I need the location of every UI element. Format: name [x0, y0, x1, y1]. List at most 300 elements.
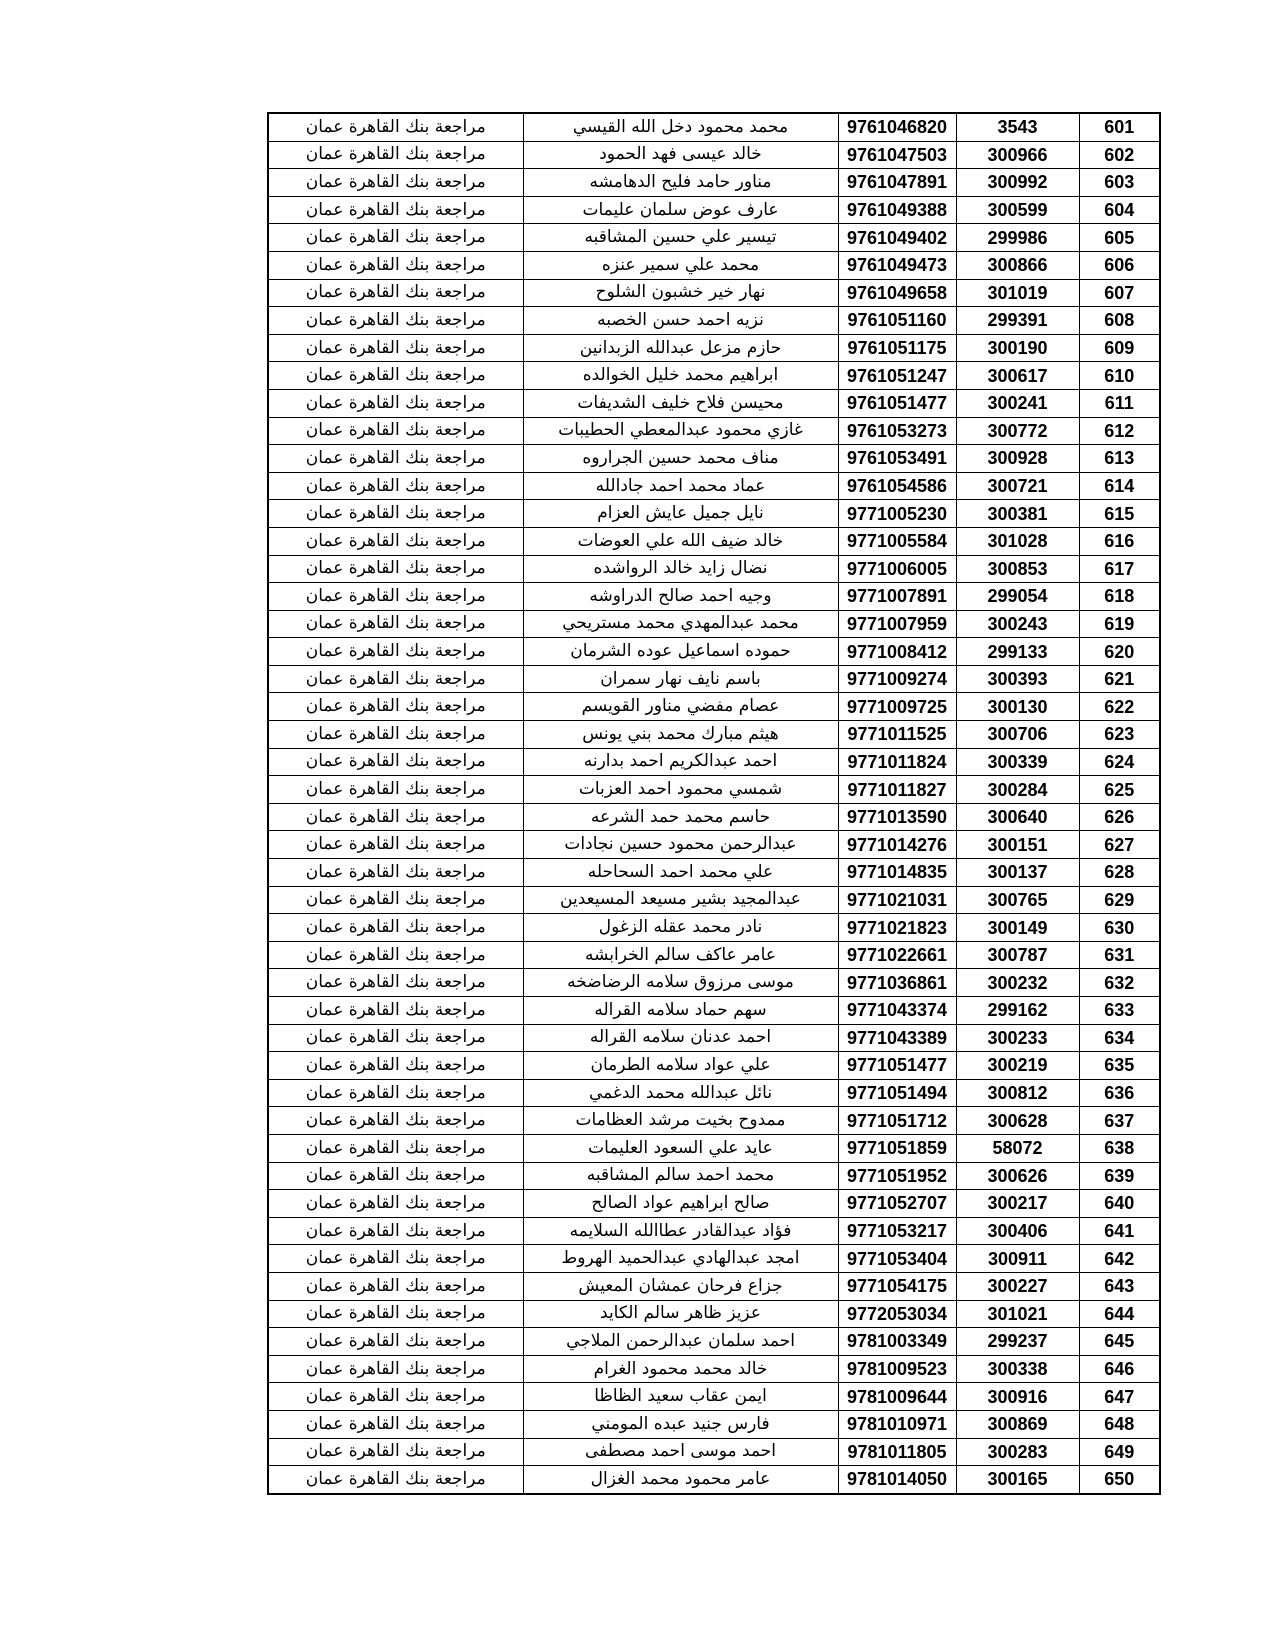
reference-number-cell: 300787 [956, 941, 1079, 969]
review-note-cell: مراجعة بنك القاهرة عمان [268, 1079, 523, 1107]
table-row [268, 1328, 1160, 1356]
table-row [268, 555, 1160, 583]
national-id-cell: 9771052707 [838, 1190, 956, 1218]
review-note-cell: مراجعة بنك القاهرة عمان [268, 1245, 523, 1273]
review-note-cell: مراجعة بنك القاهرة عمان [268, 886, 523, 914]
sequence-number-cell: 627 [1079, 831, 1160, 859]
sequence-number-cell: 613 [1079, 445, 1160, 473]
reference-number-cell: 300617 [956, 362, 1079, 390]
national-id-cell: 9771014276 [838, 831, 956, 859]
reference-number-cell: 300130 [956, 693, 1079, 721]
table-row [268, 610, 1160, 638]
review-note-cell: مراجعة بنك القاهرة عمان [268, 665, 523, 693]
review-note-cell: مراجعة بنك القاهرة عمان [268, 748, 523, 776]
full-name-cell: ايمن عقاب سعيد الظاظا [523, 1383, 838, 1411]
national-id-cell: 9771054175 [838, 1272, 956, 1300]
review-note-cell: مراجعة بنك القاهرة عمان [268, 307, 523, 335]
sequence-number-cell: 622 [1079, 693, 1160, 721]
sequence-number-cell: 606 [1079, 251, 1160, 279]
full-name-cell: احمد سلمان عبدالرحمن الملاجي [523, 1328, 838, 1356]
table-row [268, 583, 1160, 611]
sequence-number-cell: 634 [1079, 1024, 1160, 1052]
sequence-number-cell: 618 [1079, 583, 1160, 611]
full-name-cell: فارس جنيد عبده المومني [523, 1410, 838, 1438]
sequence-number-cell: 628 [1079, 859, 1160, 887]
review-note-cell: مراجعة بنك القاهرة عمان [268, 638, 523, 666]
national-id-cell: 9771051477 [838, 1052, 956, 1080]
sequence-number-cell: 636 [1079, 1079, 1160, 1107]
review-note-cell: مراجعة بنك القاهرة عمان [268, 1355, 523, 1383]
reference-number-cell: 300149 [956, 914, 1079, 942]
sequence-number-cell: 630 [1079, 914, 1160, 942]
full-name-cell: عصام مفضي مناور القويسم [523, 693, 838, 721]
full-name-cell: محمد محمود دخل الله القيسي [523, 113, 838, 141]
table-row [268, 665, 1160, 693]
full-name-cell: نائل عبدالله محمد الدغمي [523, 1079, 838, 1107]
review-note-cell: مراجعة بنك القاهرة عمان [268, 1107, 523, 1135]
table-row [268, 472, 1160, 500]
national-id-cell: 9781014050 [838, 1466, 956, 1494]
table-row [268, 1134, 1160, 1162]
sequence-number-cell: 633 [1079, 997, 1160, 1025]
review-note-cell: مراجعة بنك القاهرة عمان [268, 1438, 523, 1466]
reference-number-cell: 300928 [956, 445, 1079, 473]
national-id-cell: 9771043374 [838, 997, 956, 1025]
review-note-cell: مراجعة بنك القاهرة عمان [268, 941, 523, 969]
review-note-cell: مراجعة بنك القاهرة عمان [268, 224, 523, 252]
reference-number-cell: 300284 [956, 776, 1079, 804]
table-row [268, 417, 1160, 445]
review-note-cell: مراجعة بنك القاهرة عمان [268, 721, 523, 749]
national-id-cell: 9781009523 [838, 1355, 956, 1383]
full-name-cell: عبدالمجيد بشير مسيعد المسيعدين [523, 886, 838, 914]
full-name-cell: امجد عبدالهادي عبدالحميد الهروط [523, 1245, 838, 1273]
reference-number-cell: 300772 [956, 417, 1079, 445]
full-name-cell: ممدوح بخيت مرشد العظامات [523, 1107, 838, 1135]
national-id-cell: 9771011824 [838, 748, 956, 776]
sequence-number-cell: 612 [1079, 417, 1160, 445]
reference-number-cell: 300966 [956, 141, 1079, 169]
national-id-cell: 9771022661 [838, 941, 956, 969]
reference-number-cell: 299054 [956, 583, 1079, 611]
table-row [268, 1410, 1160, 1438]
sequence-number-cell: 621 [1079, 665, 1160, 693]
national-id-cell: 9781010971 [838, 1410, 956, 1438]
reference-number-cell: 300721 [956, 472, 1079, 500]
sequence-number-cell: 631 [1079, 941, 1160, 969]
reference-number-cell: 300217 [956, 1190, 1079, 1218]
records-table [267, 112, 1161, 1495]
table-row [268, 941, 1160, 969]
sequence-number-cell: 640 [1079, 1190, 1160, 1218]
national-id-cell: 9761053273 [838, 417, 956, 445]
sequence-number-cell: 624 [1079, 748, 1160, 776]
review-note-cell: مراجعة بنك القاهرة عمان [268, 1024, 523, 1052]
reference-number-cell: 300628 [956, 1107, 1079, 1135]
full-name-cell: غازي محمود عبدالمعطي الحطيبات [523, 417, 838, 445]
table-row [268, 141, 1160, 169]
national-id-cell: 9771021823 [838, 914, 956, 942]
sequence-number-cell: 616 [1079, 527, 1160, 555]
review-note-cell: مراجعة بنك القاهرة عمان [268, 527, 523, 555]
table-row [268, 362, 1160, 390]
national-id-cell: 9771011525 [838, 721, 956, 749]
national-id-cell: 9781003349 [838, 1328, 956, 1356]
review-note-cell: مراجعة بنك القاهرة عمان [268, 610, 523, 638]
sequence-number-cell: 614 [1079, 472, 1160, 500]
review-note-cell: مراجعة بنك القاهرة عمان [268, 113, 523, 141]
full-name-cell: تيسير علي حسين المشاقبه [523, 224, 838, 252]
full-name-cell: محمد علي سمير عنزه [523, 251, 838, 279]
reference-number-cell: 300151 [956, 831, 1079, 859]
review-note-cell: مراجعة بنك القاهرة عمان [268, 831, 523, 859]
full-name-cell: محمد عبدالمهدي محمد مستريحي [523, 610, 838, 638]
full-name-cell: خالد محمد محمود الغرام [523, 1355, 838, 1383]
national-id-cell: 9761047891 [838, 169, 956, 197]
reference-number-cell: 300339 [956, 748, 1079, 776]
reference-number-cell: 300812 [956, 1079, 1079, 1107]
review-note-cell: مراجعة بنك القاهرة عمان [268, 693, 523, 721]
table-row [268, 1052, 1160, 1080]
review-note-cell: مراجعة بنك القاهرة عمان [268, 914, 523, 942]
full-name-cell: عامر محمود محمد الغزال [523, 1466, 838, 1494]
review-note-cell: مراجعة بنك القاهرة عمان [268, 1383, 523, 1411]
sequence-number-cell: 650 [1079, 1466, 1160, 1494]
reference-number-cell: 300706 [956, 721, 1079, 749]
table-row [268, 776, 1160, 804]
sequence-number-cell: 635 [1079, 1052, 1160, 1080]
sequence-number-cell: 644 [1079, 1300, 1160, 1328]
reference-number-cell: 300853 [956, 555, 1079, 583]
reference-number-cell: 300233 [956, 1024, 1079, 1052]
reference-number-cell: 300190 [956, 334, 1079, 362]
table-row [268, 196, 1160, 224]
sequence-number-cell: 626 [1079, 803, 1160, 831]
sequence-number-cell: 604 [1079, 196, 1160, 224]
full-name-cell: خالد عيسى فهد الحمود [523, 141, 838, 169]
table-row [268, 693, 1160, 721]
sequence-number-cell: 637 [1079, 1107, 1160, 1135]
reference-number-cell: 3543 [956, 113, 1079, 141]
national-id-cell: 9771014835 [838, 859, 956, 887]
table-row [268, 169, 1160, 197]
full-name-cell: عماد محمد احمد جادالله [523, 472, 838, 500]
full-name-cell: موسى مرزوق سلامه الرضاضخه [523, 969, 838, 997]
table-row [268, 803, 1160, 831]
sequence-number-cell: 619 [1079, 610, 1160, 638]
review-note-cell: مراجعة بنك القاهرة عمان [268, 169, 523, 197]
reference-number-cell: 300283 [956, 1438, 1079, 1466]
full-name-cell: خالد ضيف الله علي العوضات [523, 527, 838, 555]
reference-number-cell: 301028 [956, 527, 1079, 555]
full-name-cell: حازم مزعل عبدالله الزبدانين [523, 334, 838, 362]
full-name-cell: محيسن فلاح خليف الشديفات [523, 389, 838, 417]
full-name-cell: باسم نايف نهار سمران [523, 665, 838, 693]
full-name-cell: صالح ابراهيم عواد الصالح [523, 1190, 838, 1218]
national-id-cell: 9761047503 [838, 141, 956, 169]
full-name-cell: نضال زايد خالد الرواشده [523, 555, 838, 583]
reference-number-cell: 301019 [956, 279, 1079, 307]
sequence-number-cell: 641 [1079, 1217, 1160, 1245]
full-name-cell: محمد احمد سالم المشاقبه [523, 1162, 838, 1190]
review-note-cell: مراجعة بنك القاهرة عمان [268, 997, 523, 1025]
sequence-number-cell: 638 [1079, 1134, 1160, 1162]
records-table-body [268, 113, 1160, 1494]
reference-number-cell: 300916 [956, 1383, 1079, 1411]
full-name-cell: نزيه احمد حسن الخصبه [523, 307, 838, 335]
national-id-cell: 9761051477 [838, 389, 956, 417]
table-row [268, 224, 1160, 252]
reference-number-cell: 300243 [956, 610, 1079, 638]
reference-number-cell: 300241 [956, 389, 1079, 417]
table-row [268, 638, 1160, 666]
table-row [268, 527, 1160, 555]
sequence-number-cell: 632 [1079, 969, 1160, 997]
table-row [268, 859, 1160, 887]
table-row [268, 1079, 1160, 1107]
full-name-cell: جزاع فرحان عمشان المعيش [523, 1272, 838, 1300]
full-name-cell: احمد عبدالكريم احمد بدارنه [523, 748, 838, 776]
national-id-cell: 9761051247 [838, 362, 956, 390]
review-note-cell: مراجعة بنك القاهرة عمان [268, 417, 523, 445]
reference-number-cell: 300911 [956, 1245, 1079, 1273]
review-note-cell: مراجعة بنك القاهرة عمان [268, 1300, 523, 1328]
sequence-number-cell: 608 [1079, 307, 1160, 335]
reference-number-cell: 300992 [956, 169, 1079, 197]
reference-number-cell: 300227 [956, 1272, 1079, 1300]
full-name-cell: مناف محمد حسين الجراروه [523, 445, 838, 473]
reference-number-cell: 301021 [956, 1300, 1079, 1328]
review-note-cell: مراجعة بنك القاهرة عمان [268, 472, 523, 500]
reference-number-cell: 299133 [956, 638, 1079, 666]
sequence-number-cell: 642 [1079, 1245, 1160, 1273]
reference-number-cell: 300219 [956, 1052, 1079, 1080]
review-note-cell: مراجعة بنك القاهرة عمان [268, 803, 523, 831]
table-row [268, 969, 1160, 997]
national-id-cell: 9771053217 [838, 1217, 956, 1245]
review-note-cell: مراجعة بنك القاهرة عمان [268, 1052, 523, 1080]
national-id-cell: 9761054586 [838, 472, 956, 500]
national-id-cell: 9771036861 [838, 969, 956, 997]
table-row [268, 914, 1160, 942]
national-id-cell: 9772053034 [838, 1300, 956, 1328]
national-id-cell: 9771005230 [838, 500, 956, 528]
table-row [268, 1438, 1160, 1466]
table-row [268, 279, 1160, 307]
reference-number-cell: 300137 [956, 859, 1079, 887]
review-note-cell: مراجعة بنك القاهرة عمان [268, 362, 523, 390]
reference-number-cell: 299986 [956, 224, 1079, 252]
table-row [268, 1162, 1160, 1190]
national-id-cell: 9761049658 [838, 279, 956, 307]
sequence-number-cell: 647 [1079, 1383, 1160, 1411]
review-note-cell: مراجعة بنك القاهرة عمان [268, 445, 523, 473]
review-note-cell: مراجعة بنك القاهرة عمان [268, 334, 523, 362]
national-id-cell: 9761049402 [838, 224, 956, 252]
national-id-cell: 9781009644 [838, 1383, 956, 1411]
sequence-number-cell: 623 [1079, 721, 1160, 749]
full-name-cell: عزيز ظاهر سالم الكايد [523, 1300, 838, 1328]
reference-number-cell: 300765 [956, 886, 1079, 914]
sequence-number-cell: 611 [1079, 389, 1160, 417]
sequence-number-cell: 649 [1079, 1438, 1160, 1466]
reference-number-cell: 58072 [956, 1134, 1079, 1162]
national-id-cell: 9771051494 [838, 1079, 956, 1107]
table-row [268, 1217, 1160, 1245]
full-name-cell: احمد عدنان سلامه القراله [523, 1024, 838, 1052]
full-name-cell: وجيه احمد صالح الدراوشه [523, 583, 838, 611]
full-name-cell: نادر محمد عقله الزغول [523, 914, 838, 942]
table-row [268, 1300, 1160, 1328]
full-name-cell: نهار خير خشبون الشلوح [523, 279, 838, 307]
national-id-cell: 9771043389 [838, 1024, 956, 1052]
table-row [268, 1466, 1160, 1494]
review-note-cell: مراجعة بنك القاهرة عمان [268, 776, 523, 804]
national-id-cell: 9771005584 [838, 527, 956, 555]
review-note-cell: مراجعة بنك القاهرة عمان [268, 1328, 523, 1356]
review-note-cell: مراجعة بنك القاهرة عمان [268, 859, 523, 887]
review-note-cell: مراجعة بنك القاهرة عمان [268, 1134, 523, 1162]
national-id-cell: 9771008412 [838, 638, 956, 666]
full-name-cell: هيثم مبارك محمد بني يونس [523, 721, 838, 749]
reference-number-cell: 300626 [956, 1162, 1079, 1190]
full-name-cell: فؤاد عبدالقادر عطاالله السلايمه [523, 1217, 838, 1245]
sequence-number-cell: 617 [1079, 555, 1160, 583]
sequence-number-cell: 602 [1079, 141, 1160, 169]
table-row [268, 1024, 1160, 1052]
sequence-number-cell: 607 [1079, 279, 1160, 307]
table-row [268, 748, 1160, 776]
reference-number-cell: 300640 [956, 803, 1079, 831]
national-id-cell: 9761053491 [838, 445, 956, 473]
review-note-cell: مراجعة بنك القاهرة عمان [268, 251, 523, 279]
national-id-cell: 9761049388 [838, 196, 956, 224]
table-row [268, 389, 1160, 417]
full-name-cell: حاسم محمد حمد الشرعه [523, 803, 838, 831]
national-id-cell: 9771007891 [838, 583, 956, 611]
national-id-cell: 9771011827 [838, 776, 956, 804]
table-row [268, 445, 1160, 473]
table-row [268, 113, 1160, 141]
review-note-cell: مراجعة بنك القاهرة عمان [268, 500, 523, 528]
full-name-cell: مناور حامد فليح الدهامشه [523, 169, 838, 197]
sequence-number-cell: 645 [1079, 1328, 1160, 1356]
reference-number-cell: 299391 [956, 307, 1079, 335]
full-name-cell: حموده اسماعيل عوده الشرمان [523, 638, 838, 666]
national-id-cell: 9771007959 [838, 610, 956, 638]
review-note-cell: مراجعة بنك القاهرة عمان [268, 389, 523, 417]
table-row [268, 1383, 1160, 1411]
reference-number-cell: 300869 [956, 1410, 1079, 1438]
sequence-number-cell: 639 [1079, 1162, 1160, 1190]
review-note-cell: مراجعة بنك القاهرة عمان [268, 583, 523, 611]
full-name-cell: سهم حماد سلامه القراله [523, 997, 838, 1025]
table-row [268, 721, 1160, 749]
reference-number-cell: 300599 [956, 196, 1079, 224]
national-id-cell: 9771009274 [838, 665, 956, 693]
sequence-number-cell: 643 [1079, 1272, 1160, 1300]
review-note-cell: مراجعة بنك القاهرة عمان [268, 1190, 523, 1218]
national-id-cell: 9771051859 [838, 1134, 956, 1162]
sequence-number-cell: 605 [1079, 224, 1160, 252]
table-row [268, 251, 1160, 279]
table-row [268, 307, 1160, 335]
table-row [268, 886, 1160, 914]
sequence-number-cell: 625 [1079, 776, 1160, 804]
full-name-cell: ابراهيم محمد خليل الخوالده [523, 362, 838, 390]
reference-number-cell: 300393 [956, 665, 1079, 693]
sequence-number-cell: 615 [1079, 500, 1160, 528]
national-id-cell: 9771009725 [838, 693, 956, 721]
sequence-number-cell: 648 [1079, 1410, 1160, 1438]
review-note-cell: مراجعة بنك القاهرة عمان [268, 196, 523, 224]
sequence-number-cell: 620 [1079, 638, 1160, 666]
table-row [268, 334, 1160, 362]
table-row [268, 997, 1160, 1025]
full-name-cell: عايد علي السعود العليمات [523, 1134, 838, 1162]
review-note-cell: مراجعة بنك القاهرة عمان [268, 969, 523, 997]
review-note-cell: مراجعة بنك القاهرة عمان [268, 1272, 523, 1300]
reference-number-cell: 299162 [956, 997, 1079, 1025]
reference-number-cell: 300338 [956, 1355, 1079, 1383]
table-row [268, 1355, 1160, 1383]
sequence-number-cell: 610 [1079, 362, 1160, 390]
review-note-cell: مراجعة بنك القاهرة عمان [268, 1410, 523, 1438]
review-note-cell: مراجعة بنك القاهرة عمان [268, 1162, 523, 1190]
reference-number-cell: 299237 [956, 1328, 1079, 1356]
review-note-cell: مراجعة بنك القاهرة عمان [268, 1466, 523, 1494]
review-note-cell: مراجعة بنك القاهرة عمان [268, 141, 523, 169]
review-note-cell: مراجعة بنك القاهرة عمان [268, 279, 523, 307]
table-row [268, 500, 1160, 528]
national-id-cell: 9771006005 [838, 555, 956, 583]
full-name-cell: علي محمد احمد السحاحله [523, 859, 838, 887]
national-id-cell: 9761049473 [838, 251, 956, 279]
reference-number-cell: 300866 [956, 251, 1079, 279]
table-row [268, 1272, 1160, 1300]
reference-number-cell: 300381 [956, 500, 1079, 528]
sequence-number-cell: 601 [1079, 113, 1160, 141]
full-name-cell: عبدالرحمن محمود حسين نجادات [523, 831, 838, 859]
national-id-cell: 9771013590 [838, 803, 956, 831]
sequence-number-cell: 629 [1079, 886, 1160, 914]
national-id-cell: 9771021031 [838, 886, 956, 914]
full-name-cell: شمسي محمود احمد العزبات [523, 776, 838, 804]
table-row [268, 831, 1160, 859]
sequence-number-cell: 609 [1079, 334, 1160, 362]
national-id-cell: 9771053404 [838, 1245, 956, 1273]
table-row [268, 1245, 1160, 1273]
table-row [268, 1107, 1160, 1135]
full-name-cell: عامر عاكف سالم الخرابشه [523, 941, 838, 969]
full-name-cell: احمد موسى احمد مصطفى [523, 1438, 838, 1466]
sequence-number-cell: 646 [1079, 1355, 1160, 1383]
reference-number-cell: 300406 [956, 1217, 1079, 1245]
review-note-cell: مراجعة بنك القاهرة عمان [268, 555, 523, 583]
national-id-cell: 9761051175 [838, 334, 956, 362]
reference-number-cell: 300165 [956, 1466, 1079, 1494]
national-id-cell: 9781011805 [838, 1438, 956, 1466]
national-id-cell: 9771051952 [838, 1162, 956, 1190]
table-row [268, 1190, 1160, 1218]
national-id-cell: 9761046820 [838, 113, 956, 141]
sequence-number-cell: 603 [1079, 169, 1160, 197]
reference-number-cell: 300232 [956, 969, 1079, 997]
review-note-cell: مراجعة بنك القاهرة عمان [268, 1217, 523, 1245]
full-name-cell: عارف عوض سلمان عليمات [523, 196, 838, 224]
full-name-cell: علي عواد سلامه الطرمان [523, 1052, 838, 1080]
full-name-cell: نايل جميل عايش العزام [523, 500, 838, 528]
